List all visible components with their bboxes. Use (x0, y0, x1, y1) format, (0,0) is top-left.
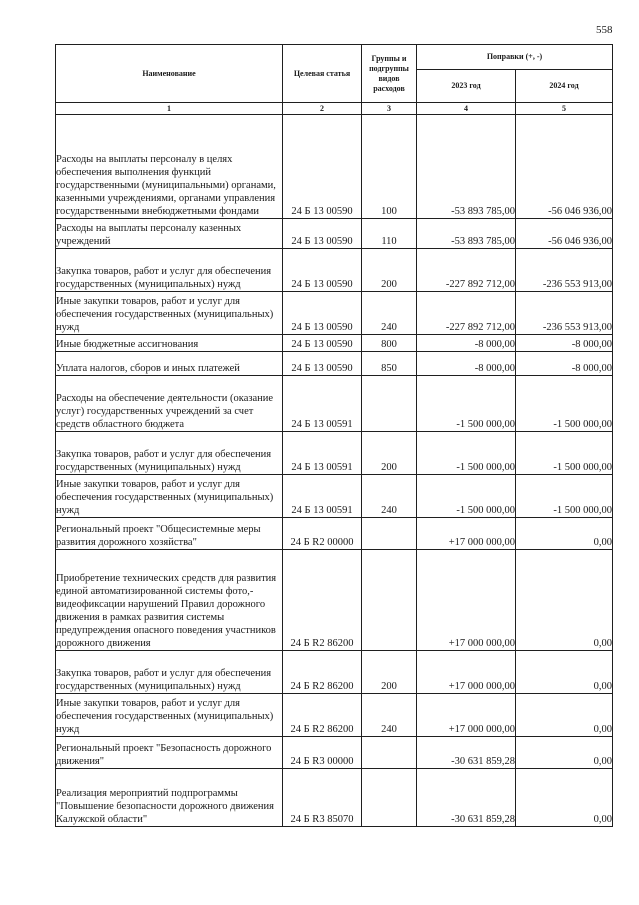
row-name: Иные закупки товаров, работ и услуг для обеспечения государственных (муниципальных) нужд (56, 292, 283, 335)
row-expense-group: 200 (362, 432, 417, 475)
budget-table (55, 44, 613, 827)
table-row (56, 769, 613, 827)
row-target-code: 24 Б 13 00590 (283, 115, 362, 219)
table-row (56, 694, 613, 737)
row-expense-group: 240 (362, 694, 417, 737)
row-amount-2024: 0,00 (516, 737, 613, 769)
row-amount-2024: 0,00 (516, 651, 613, 694)
row-target-code: 24 Б 13 00590 (283, 335, 362, 352)
row-target-code: 24 Б R2 00000 (283, 518, 362, 550)
row-amount-2024: 0,00 (516, 694, 613, 737)
row-target-code: 24 Б R2 86200 (283, 550, 362, 651)
row-amount-2023: -227 892 712,00 (417, 292, 516, 335)
header-index: 4 (417, 103, 516, 115)
row-amount-2024: -1 500 000,00 (516, 432, 613, 475)
row-name: Реализация мероприятий подпрограммы "Повышение безопасности дорожного движения Калужской области" (56, 769, 283, 827)
row-amount-2023: -53 893 785,00 (417, 115, 516, 219)
table-row (56, 249, 613, 292)
header-name: Наименование (56, 45, 283, 103)
header-groups: Группы и подгруппы видов расходов (362, 45, 417, 103)
header-index: 1 (56, 103, 283, 115)
row-target-code: 24 Б 13 00591 (283, 376, 362, 432)
table-row (56, 352, 613, 376)
row-expense-group: 200 (362, 651, 417, 694)
row-amount-2024: -56 046 936,00 (516, 115, 613, 219)
row-amount-2024: -236 553 913,00 (516, 249, 613, 292)
row-target-code: 24 Б 13 00591 (283, 475, 362, 518)
row-amount-2023: -1 500 000,00 (417, 432, 516, 475)
row-amount-2023: +17 000 000,00 (417, 651, 516, 694)
header-corrections: Поправки (+, -) (417, 45, 613, 70)
row-amount-2024: -1 500 000,00 (516, 475, 613, 518)
table-row (56, 115, 613, 219)
row-expense-group: 240 (362, 292, 417, 335)
row-amount-2024: -1 500 000,00 (516, 376, 613, 432)
row-expense-group: 240 (362, 475, 417, 518)
row-amount-2023: -227 892 712,00 (417, 249, 516, 292)
row-amount-2023: -8 000,00 (417, 352, 516, 376)
row-expense-group: 850 (362, 352, 417, 376)
row-name: Иные закупки товаров, работ и услуг для обеспечения государственных (муниципальных) нужд (56, 694, 283, 737)
row-amount-2024: 0,00 (516, 550, 613, 651)
table-row (56, 219, 613, 249)
header-index: 5 (516, 103, 613, 115)
row-expense-group (362, 376, 417, 432)
header-index: 3 (362, 103, 417, 115)
row-target-code: 24 Б 13 00590 (283, 352, 362, 376)
row-expense-group: 800 (362, 335, 417, 352)
row-name: Расходы на выплаты персоналу в целях обеспечения выполнения функций государственными (муниципальными) органами, казенными учреждениями, органами управления государственными внебюджетными фондами (56, 115, 283, 219)
row-name: Расходы на выплаты персоналу казенных учреждений (56, 219, 283, 249)
row-amount-2024: 0,00 (516, 518, 613, 550)
row-name: Закупка товаров, работ и услуг для обеспечения государственных (муниципальных) нужд (56, 651, 283, 694)
row-expense-group (362, 550, 417, 651)
row-target-code: 24 Б 13 00590 (283, 219, 362, 249)
row-amount-2024: -56 046 936,00 (516, 219, 613, 249)
row-amount-2023: +17 000 000,00 (417, 518, 516, 550)
row-name: Иные закупки товаров, работ и услуг для обеспечения государственных (муниципальных) нужд (56, 475, 283, 518)
row-amount-2024: 0,00 (516, 769, 613, 827)
row-expense-group: 110 (362, 219, 417, 249)
row-amount-2023: +17 000 000,00 (417, 550, 516, 651)
header-year-2024: 2024 год (516, 70, 613, 103)
row-amount-2024: -8 000,00 (516, 352, 613, 376)
row-amount-2023: -1 500 000,00 (417, 475, 516, 518)
row-target-code: 24 Б R3 85070 (283, 769, 362, 827)
row-expense-group (362, 518, 417, 550)
row-amount-2024: -8 000,00 (516, 335, 613, 352)
row-target-code: 24 Б 13 00591 (283, 432, 362, 475)
row-amount-2023: -30 631 859,28 (417, 737, 516, 769)
row-name: Региональный проект "Общесистемные меры развития дорожного хозяйства" (56, 518, 283, 550)
row-name: Закупка товаров, работ и услуг для обеспечения государственных (муниципальных) нужд (56, 249, 283, 292)
table-row (56, 550, 613, 651)
row-name: Региональный проект "Безопасность дорожного движения" (56, 737, 283, 769)
row-name: Иные бюджетные ассигнования (56, 335, 283, 352)
row-amount-2023: -30 631 859,28 (417, 769, 516, 827)
row-amount-2023: -8 000,00 (417, 335, 516, 352)
row-target-code: 24 Б R2 86200 (283, 651, 362, 694)
row-amount-2023: +17 000 000,00 (417, 694, 516, 737)
row-amount-2024: -236 553 913,00 (516, 292, 613, 335)
table-body (56, 115, 613, 827)
row-target-code: 24 Б R2 86200 (283, 694, 362, 737)
row-name: Уплата налогов, сборов и иных платежей (56, 352, 283, 376)
table-row (56, 475, 613, 518)
header-index: 2 (283, 103, 362, 115)
row-name: Закупка товаров, работ и услуг для обеспечения государственных (муниципальных) нужд (56, 432, 283, 475)
row-target-code: 24 Б 13 00590 (283, 292, 362, 335)
row-expense-group: 100 (362, 115, 417, 219)
header-target: Целевая статья (283, 45, 362, 103)
row-expense-group (362, 769, 417, 827)
table-header (56, 45, 613, 115)
table-row (56, 518, 613, 550)
row-target-code: 24 Б 13 00590 (283, 249, 362, 292)
table-row (56, 432, 613, 475)
table-row (56, 651, 613, 694)
table-row (56, 737, 613, 769)
row-amount-2023: -1 500 000,00 (417, 376, 516, 432)
row-name: Приобретение технических средств для развития единой автоматизированной системы фото,- видеофиксации нарушений Правил дорожного движения в рамках развития системы предупреждения опасного поведения участников дорожного движения (56, 550, 283, 651)
row-name: Расходы на обеспечение деятельности (оказание услуг) государственных учреждений за счет средств областного бюджета (56, 376, 283, 432)
row-amount-2023: -53 893 785,00 (417, 219, 516, 249)
header-year-2023: 2023 год (417, 70, 516, 103)
row-expense-group (362, 737, 417, 769)
row-expense-group: 200 (362, 249, 417, 292)
table-row (56, 335, 613, 352)
row-target-code: 24 Б R3 00000 (283, 737, 362, 769)
table-row (56, 376, 613, 432)
page-number: 558 (596, 24, 613, 36)
table-row (56, 292, 613, 335)
